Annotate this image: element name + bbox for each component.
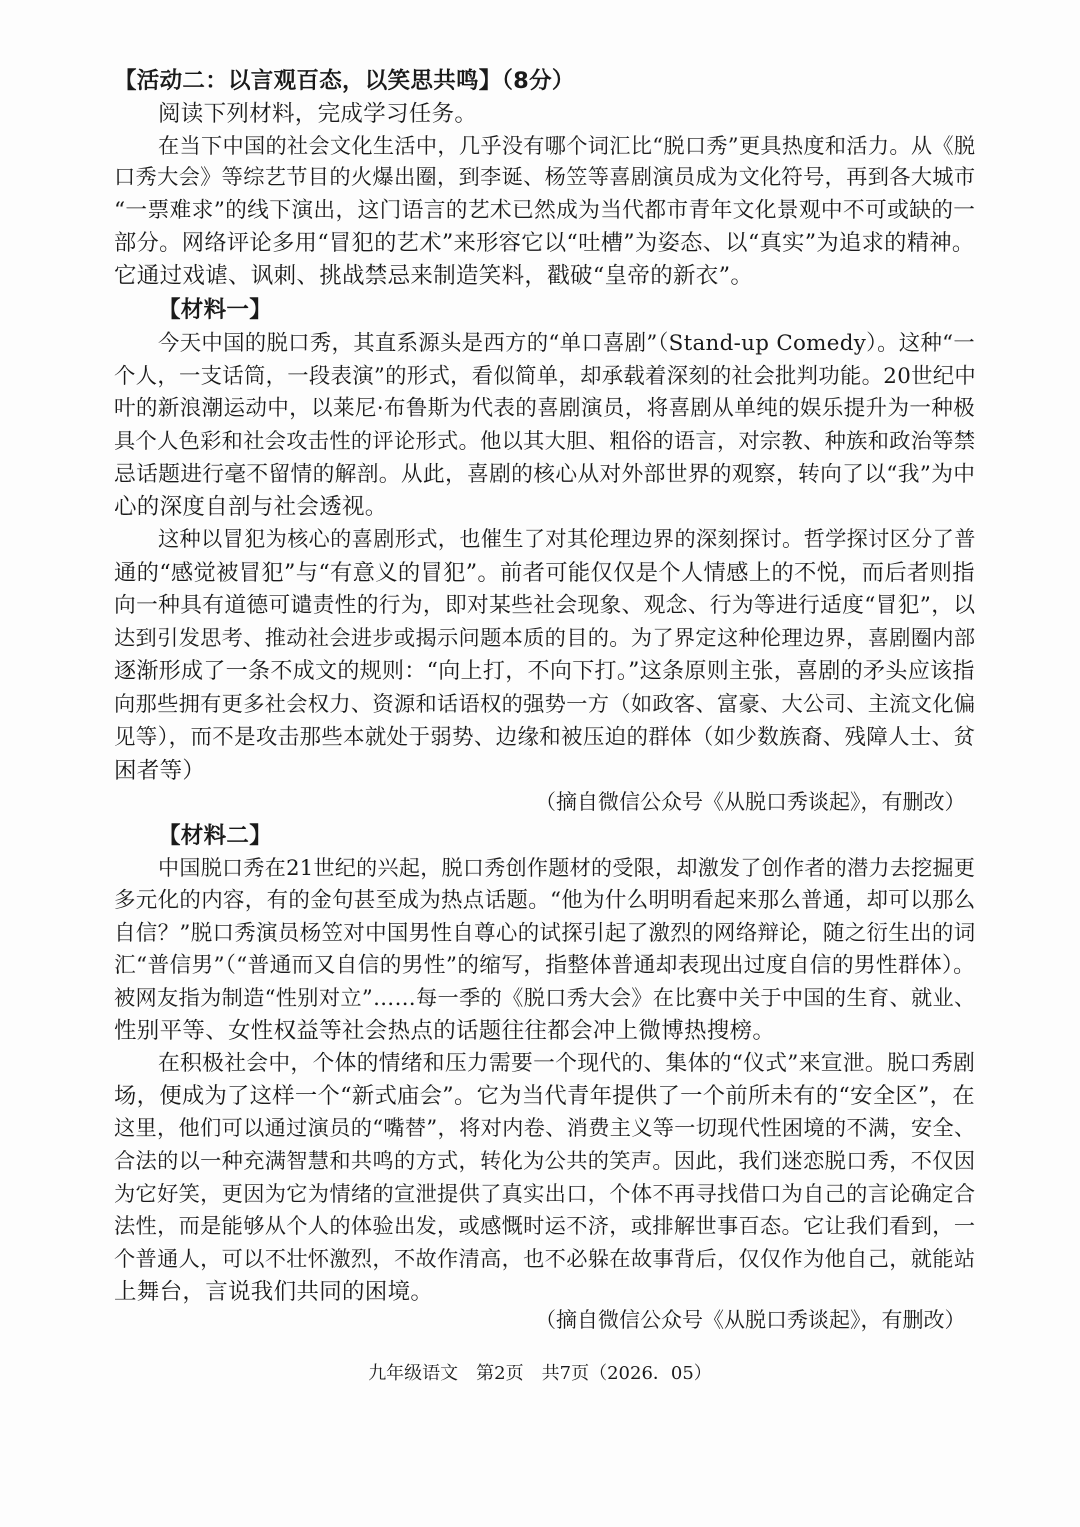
- material1-source: （摘自微信公众号《从脱口秀谈起》，有删改）: [535, 790, 966, 814]
- instruction-text: 阅读下列材料，完成学习任务。: [158, 101, 478, 127]
- material2-line: 个普通人，可以不壮怀激烈，不故作清高，也不必躲在故事背后，仅仅作为他自己，就能站: [114, 1247, 976, 1272]
- material1-line: 具个人色彩和社会攻击性的评论形式。他以其大胆、粗俗的语言，对宗教、种族和政治等禁: [114, 429, 976, 454]
- activity-heading: 【活动二：以言观百态，以笑思共鸣】（8分）: [114, 68, 575, 94]
- material2-line: 法性，而是能够从个人的体验出发，或感慨时运不济，或排解世事百态。它让我们看到，一: [114, 1214, 976, 1239]
- material2-line: 自信？”脱口秀演员杨笠对中国男性自尊心的试探引起了激烈的网络辩论，随之衍生出的词: [114, 921, 976, 946]
- material1-line: 心的深度自剖与社会透视。: [114, 494, 388, 520]
- material2-line: 这里，他们可以通过演员的“嘴替”，将对内卷、消费主义等一切现代性困境的不满，安全、: [114, 1116, 976, 1141]
- material2-line: 上舞台，言说我们共同的困境。: [114, 1279, 434, 1305]
- material1-line: 向一种具有道德可谴责性的行为，即对某些社会现象、观念、行为等进行适度“冒犯”，以: [114, 593, 976, 618]
- material2-line: 多元化的内容，有的金句甚至成为热点话题。“他为什么明明看起来那么普通，却可以那么: [114, 888, 976, 913]
- intro-line: 它通过戏谑、讽刺、挑战禁忌来制造笑料，戳破“皇帝的新衣”。: [114, 263, 754, 289]
- material1-line: 今天中国的脱口秀，其直系源头是西方的“单口喜剧”（Stand-up Comedy）。这种“一: [158, 331, 976, 356]
- material1-line: 这种以冒犯为核心的喜剧形式，也催生了对其伦理边界的深刻探讨。哲学探讨区分了普: [158, 527, 976, 552]
- material2-line: 合法的以一种充满智慧和共鸣的方式，转化为公共的笑声。因此，我们迷恋脱口秀，不仅因: [114, 1149, 976, 1174]
- material2-heading: 【材料二】: [158, 823, 273, 849]
- material1-line: 个人，一支话筒，一段表演”的形式，看似简单，却承载着深刻的社会批判功能。20世纪中: [114, 364, 977, 389]
- page-footer: 九年级语文 第2页 共7页（2026．05）: [368, 1363, 712, 1384]
- intro-line: 在当下中国的社会文化生活中，几乎没有哪个词汇比“脱口秀”更具热度和活力。从《脱: [158, 133, 976, 158]
- material2-line: 场，便成为了这样一个“新式庙会”。它为当代青年提供了一个前所未有的“安全区”，在: [114, 1083, 975, 1109]
- intro-line: 部分。网络评论多用“冒犯的艺术”来形容它以“吐槽”为姿态、以“真实”为追求的精神。: [114, 230, 975, 256]
- material1-line: 忌话题进行毫不留情的解剖。从此，喜剧的核心从对外部世界的观察，转向了以“我”为中: [114, 462, 976, 487]
- material1-line: 达到引发思考、推动社会进步或揭示问题本质的目的。为了界定这种伦理边界，喜剧圈内部: [114, 626, 976, 651]
- material2-line: 性别平等、女性权益等社会热点的话题往往都会冲上微博热搜榜。: [114, 1018, 776, 1044]
- material1-line: 逐渐形成了一条不成文的规则：“向上打，不向下打。”这条原则主张，喜剧的矛头应该指: [114, 659, 975, 684]
- material2-line: 为它好笑，更因为它为情绪的宣泄提供了真实出口，个体不再寻找借口为自己的言论确定合: [114, 1182, 976, 1207]
- intro-line: 口秀大会》等综艺节目的火爆出圈，到李诞、杨笠等喜剧演员成为文化符号，再到各大城市: [114, 165, 976, 190]
- material1-line: 向那些拥有更多社会权力、资源和话语权的强势一方（如政客、富豪、大公司、主流文化偏: [114, 692, 976, 717]
- material2-line: 被网友指为制造“性别对立”……每一季的《脱口秀大会》在比赛中关于中国的生育、就业、: [114, 986, 976, 1011]
- material2-line: 汇“普信男”（“普通而又自信的男性”的缩写，指整体普通却表现出过度自信的男性群体）。: [114, 953, 976, 978]
- material2-line: 中国脱口秀在21世纪的兴起，脱口秀创作题材的受限，却激发了创作者的潜力去挖掘更: [158, 855, 976, 880]
- material1-line: 叶的新浪潮运动中，以莱尼·布鲁斯为代表的喜剧演员，将喜剧从单纯的娱乐提升为一种极: [114, 396, 976, 421]
- material2-source: （摘自微信公众号《从脱口秀谈起》，有删改）: [535, 1308, 966, 1332]
- intro-line: “一票难求”的线下演出，这门语言的艺术已然成为当代都市青年文化景观中不可或缺的一: [114, 198, 976, 223]
- material1-heading: 【材料一】: [158, 297, 273, 323]
- material1-line: 困者等）: [114, 758, 206, 784]
- material1-line: 见等），而不是攻击那些本就处于弱势、边缘和被压迫的群体（如少数族裔、残障人士、贫: [114, 725, 976, 750]
- material1-line: 通的“感觉被冒犯”与“有意义的冒犯”。前者可能仅仅是个人情感上的不悦，而后者则指: [114, 560, 975, 586]
- material2-line: 在积极社会中，个体的情绪和压力需要一个现代的、集体的“仪式”来宣泄。脱口秀剧: [158, 1051, 976, 1076]
